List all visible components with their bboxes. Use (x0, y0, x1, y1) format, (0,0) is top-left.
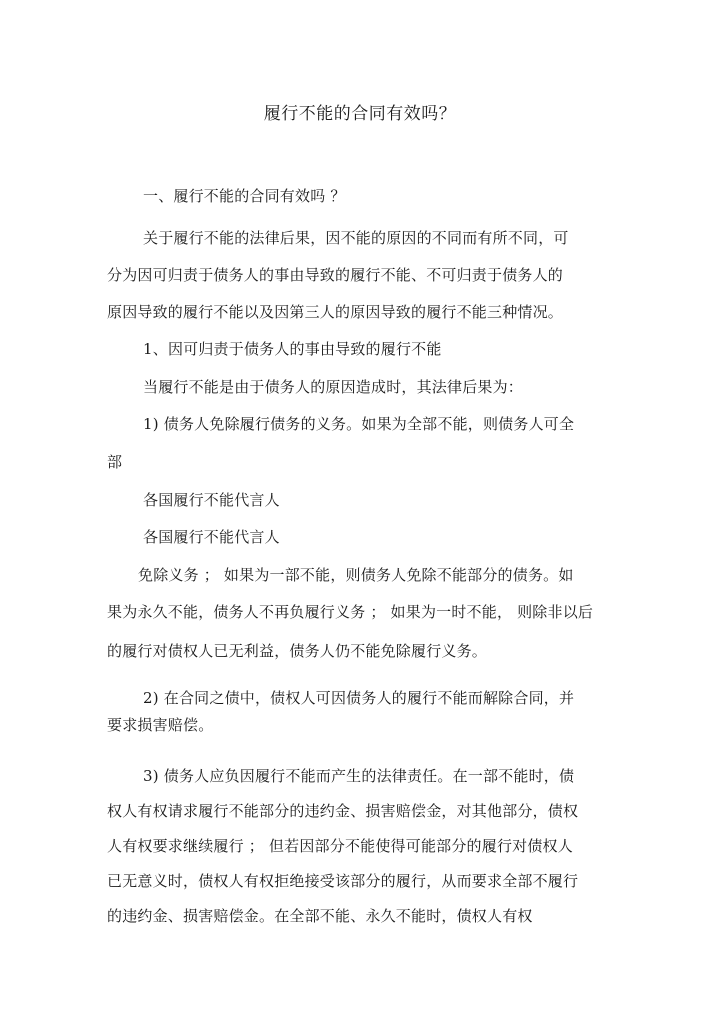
paragraph-line: 人有权要求继续履行 ； 但若因部分不能使得可能部分的履行对债权人 (107, 837, 573, 855)
section-heading: 一、履行不能的合同有效吗 ？ (143, 187, 346, 205)
paragraph-line: 当履行不能是由于债务人的原因造成时，其法律后果为： (143, 378, 524, 396)
list-item-line: 要求损害赔偿。 (107, 716, 214, 734)
list-item-line: 3) 债务人应负因履行不能而产生的法律责任。在一部不能时，债 (143, 767, 575, 785)
paragraph-line: 原因导致的履行不能以及因第三人的原因导致的履行不能三种情况。 (107, 303, 564, 321)
paragraph-line: 的违约金、损害赔偿金。在全部不能、永久不能时，债权人有权 (107, 907, 533, 925)
document-title: 履行不能的合同有效吗？ (263, 104, 457, 124)
ad-text-line: 各国履行不能代言人 (143, 491, 280, 509)
list-item-line: 部 (107, 453, 123, 471)
paragraph-line: 的履行对债权人已无利益，债务人仍不能免除履行义务。 (107, 642, 488, 660)
list-item-line: 1) 债务人免除履行债务的义务。如果为全部不能，则债务人可全 (143, 415, 575, 433)
paragraph-line: 权人有权请求履行不能部分的违约金、损害赔偿金，对其他部分，债权 (107, 802, 579, 820)
ad-text-line: 各国履行不能代言人 (143, 528, 280, 546)
paragraph-line: 已无意义时，债权人有权拒绝接受该部分的履行，从而要求全部不履行 (107, 872, 579, 890)
list-item-line: 2) 在合同之债中，债权人可因债务人的履行不能而解除合同，并 (143, 689, 575, 707)
subsection-heading: 1、因可归责于债务人的事由导致的履行不能 (143, 340, 442, 358)
paragraph-line: 免除义务 ； 如果为一部不能，则债务人免除不能部分的债务。如 (138, 566, 574, 584)
paragraph-line: 果为永久不能，债务人不再负履行义务 ； 如果为一时不能， 则除非以后 (107, 603, 594, 621)
paragraph-line: 关于履行不能的法律后果，因不能的原因的不同而有所不同，可 (143, 229, 569, 247)
paragraph-line: 分为因可归责于债务人的事由导致的履行不能、不可归责于债务人的 (107, 266, 564, 284)
